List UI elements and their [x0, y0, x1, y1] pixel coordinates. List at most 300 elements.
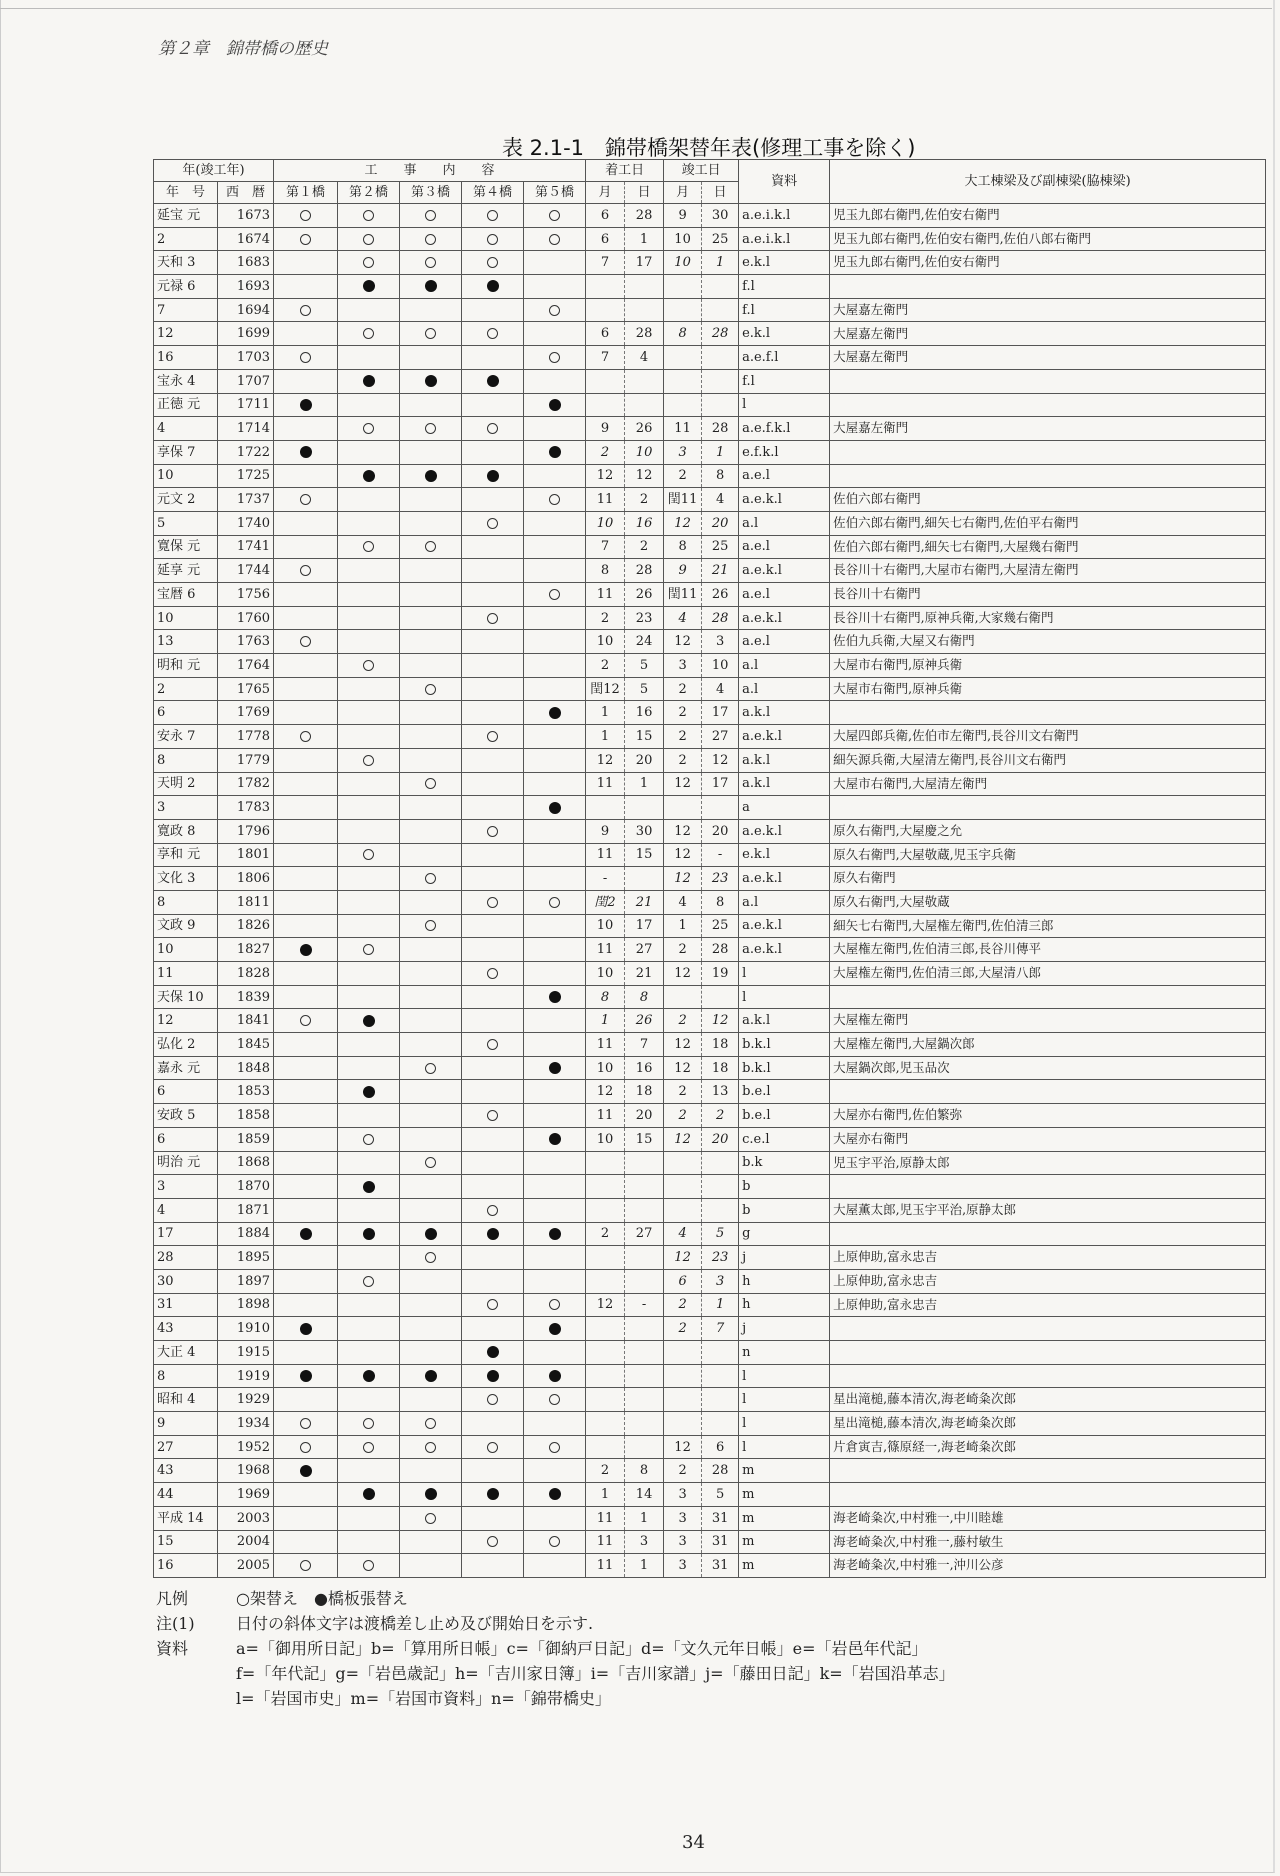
era-cell: 6 [154, 701, 218, 725]
open-circle-icon [487, 826, 498, 837]
open-circle-icon [487, 1039, 498, 1050]
start-day-cell: 1 [625, 1554, 664, 1578]
start-day-cell [625, 1364, 664, 1388]
end-day-cell: 19 [702, 962, 739, 986]
filled-circle-icon [549, 1370, 561, 1382]
table-row [154, 1435, 1266, 1459]
open-circle-icon [363, 328, 374, 339]
start-day-cell: 2 [625, 488, 664, 512]
masters-cell: 片倉寅吉,篠原経一,海老崎粂次郎 [830, 1435, 1266, 1459]
header-end-month: 月 [664, 182, 702, 204]
open-circle-icon [425, 234, 436, 245]
year-cell: 1871 [218, 1198, 274, 1222]
year-cell: 1737 [218, 488, 274, 512]
bridge-2-cell [338, 1033, 400, 1057]
open-circle-icon [487, 897, 498, 908]
filled-circle-icon [549, 1488, 561, 1500]
end-day-cell: 1 [702, 440, 739, 464]
bridge-1-cell [274, 748, 338, 772]
start-month-cell [586, 1151, 625, 1175]
bridge-3-cell [400, 725, 462, 749]
open-circle-icon [300, 636, 311, 647]
bridge-2-cell [338, 985, 400, 1009]
source-cell: l [739, 1364, 830, 1388]
bridge-3-cell [400, 1293, 462, 1317]
start-month-cell: 10 [586, 630, 625, 654]
open-circle-icon [549, 1299, 560, 1310]
masters-cell: 原久右衛門,大屋慶之允 [830, 819, 1266, 843]
year-cell: 1845 [218, 1033, 274, 1057]
source-cell: f.l [739, 298, 830, 322]
source-cell: b.e.l [739, 1104, 830, 1128]
bridge-1-cell [274, 867, 338, 891]
year-cell: 1725 [218, 464, 274, 488]
bridge-4-cell [462, 1056, 524, 1080]
end-month-cell: 12 [664, 630, 702, 654]
bridge-5-cell [524, 1459, 586, 1483]
table-row [154, 251, 1266, 275]
bridge-2-cell [338, 748, 400, 772]
masters-cell [830, 369, 1266, 393]
end-day-cell [702, 1151, 739, 1175]
bridge-1-cell [274, 275, 338, 299]
end-month-cell [664, 1175, 702, 1199]
masters-cell: 大屋市右衛門,大屋清左衛門 [830, 772, 1266, 796]
era-cell: 享和 元 [154, 843, 218, 867]
source-cell: l [739, 1435, 830, 1459]
start-day-cell [625, 1175, 664, 1199]
start-day-cell [625, 1269, 664, 1293]
era-cell: 宝暦 6 [154, 583, 218, 607]
source-cell: m [739, 1506, 830, 1530]
bridge-2-cell [338, 488, 400, 512]
bridge-2-cell [338, 1554, 400, 1578]
year-cell: 1895 [218, 1246, 274, 1270]
start-month-cell: 2 [586, 440, 625, 464]
start-day-cell [625, 796, 664, 820]
filled-circle-icon [549, 991, 561, 1003]
end-day-cell: 12 [702, 1009, 739, 1033]
source-cell: a.e.l [739, 464, 830, 488]
era-cell: 17 [154, 1222, 218, 1246]
bridge-2-cell [338, 251, 400, 275]
masters-cell: 大屋嘉左衛門 [830, 417, 1266, 441]
bridge-3-cell [400, 748, 462, 772]
bridge-1-cell [274, 535, 338, 559]
start-day-cell: 20 [625, 1104, 664, 1128]
start-day-cell: 8 [625, 1459, 664, 1483]
source-cell: a.e.l [739, 535, 830, 559]
masters-cell [830, 1317, 1266, 1341]
table-row [154, 1009, 1266, 1033]
open-circle-icon [425, 423, 436, 434]
end-month-cell: 6 [664, 1269, 702, 1293]
header-start-group: 着工日 [586, 160, 664, 182]
bridge-2-cell [338, 464, 400, 488]
start-month-cell: 7 [586, 251, 625, 275]
start-month-cell: 12 [586, 748, 625, 772]
end-month-cell: 8 [664, 535, 702, 559]
bridge-3-cell [400, 1127, 462, 1151]
table-row [154, 867, 1266, 891]
bridge-2-cell [338, 1151, 400, 1175]
start-month-cell: 11 [586, 843, 625, 867]
end-month-cell: 2 [664, 464, 702, 488]
start-month-cell: 閏2 [586, 890, 625, 914]
open-circle-icon [300, 210, 311, 221]
bridge-3-cell [400, 1222, 462, 1246]
bridge-3-cell [400, 1033, 462, 1057]
start-day-cell: 1 [625, 227, 664, 251]
bridge-2-cell [338, 1269, 400, 1293]
header-end-group: 竣工日 [664, 160, 739, 182]
start-month-cell: 12 [586, 464, 625, 488]
bridge-1-cell [274, 559, 338, 583]
end-day-cell: 20 [702, 1127, 739, 1151]
year-cell: 1858 [218, 1104, 274, 1128]
masters-cell: 大屋亦右衛門 [830, 1127, 1266, 1151]
bridge-5-cell [524, 1151, 586, 1175]
end-month-cell: 9 [664, 204, 702, 228]
end-day-cell [702, 1175, 739, 1199]
bridge-4-cell [462, 1080, 524, 1104]
masters-cell: 大屋市右衛門,原神兵衛 [830, 677, 1266, 701]
source-cell: n [739, 1341, 830, 1365]
bridge-2-cell [338, 1388, 400, 1412]
end-month-cell: 3 [664, 1483, 702, 1507]
era-cell: 嘉永 元 [154, 1056, 218, 1080]
source-cell: a [739, 796, 830, 820]
bridge-4-cell [462, 583, 524, 607]
start-day-cell [625, 298, 664, 322]
bridge-1-cell [274, 227, 338, 251]
start-month-cell: 6 [586, 322, 625, 346]
filled-circle-icon [363, 1488, 375, 1500]
filled-circle-icon [363, 1370, 375, 1382]
filled-circle-icon [425, 1370, 437, 1382]
start-month-cell: 11 [586, 772, 625, 796]
table-row [154, 1033, 1266, 1057]
start-day-cell: 14 [625, 1483, 664, 1507]
year-cell: 1826 [218, 914, 274, 938]
source-cell: a.e.f.k.l [739, 417, 830, 441]
end-month-cell [664, 1388, 702, 1412]
open-circle-icon [363, 1276, 374, 1287]
bridge-5-cell [524, 1009, 586, 1033]
top-rule [0, 8, 1272, 9]
bridge-1-cell [274, 369, 338, 393]
end-day-cell: 10 [702, 654, 739, 678]
masters-cell [830, 1222, 1266, 1246]
bridge-5-cell [524, 1530, 586, 1554]
table-row [154, 1175, 1266, 1199]
open-circle-icon [363, 1418, 374, 1429]
end-day-cell: 28 [702, 938, 739, 962]
bridge-4-cell [462, 322, 524, 346]
start-month-cell: 6 [586, 204, 625, 228]
bridge-5-cell [524, 1269, 586, 1293]
year-cell: 1853 [218, 1080, 274, 1104]
end-month-cell: 4 [664, 606, 702, 630]
open-circle-icon [425, 1157, 436, 1168]
bridge-3-cell [400, 322, 462, 346]
start-month-cell: 12 [586, 1080, 625, 1104]
bridge-5-cell [524, 440, 586, 464]
bridge-1-cell [274, 440, 338, 464]
open-circle-icon [487, 1394, 498, 1405]
start-day-cell: 24 [625, 630, 664, 654]
bridge-1-cell [274, 654, 338, 678]
filled-circle-icon [425, 1228, 437, 1240]
table-row [154, 1198, 1266, 1222]
masters-cell: 海老崎粂次,中村雅一,藤村敏生 [830, 1530, 1266, 1554]
masters-cell: 児玉宇平治,原静太郎 [830, 1151, 1266, 1175]
bridge-4-cell [462, 1175, 524, 1199]
bridge-5-cell [524, 1246, 586, 1270]
era-cell: 正徳 元 [154, 393, 218, 417]
bridge-2-cell [338, 1175, 400, 1199]
source-line-1: a=「御用所日記」b=「算用所日帳」c=「御納戸日記」d=「文久元年日帳」e=「岩邑年代記」 [236, 1639, 928, 1658]
start-day-cell [625, 1388, 664, 1412]
open-circle-icon [549, 352, 560, 363]
year-cell: 1769 [218, 701, 274, 725]
source-cell: l [739, 393, 830, 417]
bridge-1-cell [274, 204, 338, 228]
open-circle-icon [425, 920, 436, 931]
year-cell: 1673 [218, 204, 274, 228]
filled-circle-icon [300, 1370, 312, 1382]
bridge-3-cell [400, 559, 462, 583]
masters-cell [830, 1459, 1266, 1483]
bridge-3-cell [400, 914, 462, 938]
source-cell: a.l [739, 654, 830, 678]
bridge-1-cell [274, 346, 338, 370]
header-bridge-5: 第５橋 [524, 182, 586, 204]
note-text: 日付の斜体文字は渡橋差し止め及び開始日を示す. [236, 1614, 594, 1633]
table-row [154, 1269, 1266, 1293]
source-label: 資料 [156, 1639, 189, 1658]
bridge-3-cell [400, 1080, 462, 1104]
masters-cell [830, 464, 1266, 488]
filled-circle-icon [363, 1228, 375, 1240]
era-cell: 元禄 6 [154, 275, 218, 299]
bridge-3-cell [400, 1175, 462, 1199]
end-month-cell: 2 [664, 1459, 702, 1483]
bridge-1-cell [274, 630, 338, 654]
open-circle-icon [425, 1442, 436, 1453]
era-cell: 寛保 元 [154, 535, 218, 559]
end-day-cell: 18 [702, 1056, 739, 1080]
end-day-cell: 12 [702, 748, 739, 772]
bridge-5-cell [524, 1364, 586, 1388]
open-circle-icon [300, 731, 311, 742]
bridge-5-cell [524, 701, 586, 725]
bridge-4-cell [462, 701, 524, 725]
bridge-3-cell [400, 1056, 462, 1080]
bridge-1-cell [274, 938, 338, 962]
era-cell: 30 [154, 1269, 218, 1293]
masters-cell: 大屋四郎兵衛,佐伯市左衛門,長谷川文右衛門 [830, 725, 1266, 749]
bridge-2-cell [338, 1435, 400, 1459]
bridge-1-cell [274, 298, 338, 322]
era-cell: 10 [154, 464, 218, 488]
bridge-2-cell [338, 819, 400, 843]
bridge-1-cell [274, 1246, 338, 1270]
bridge-2-cell [338, 559, 400, 583]
start-month-cell [586, 393, 625, 417]
era-cell: 弘化 2 [154, 1033, 218, 1057]
end-month-cell: 12 [664, 867, 702, 891]
end-day-cell: 3 [702, 1269, 739, 1293]
masters-cell: 上原伸助,富永忠吉 [830, 1246, 1266, 1270]
start-month-cell [586, 1364, 625, 1388]
source-cell: e.k.l [739, 322, 830, 346]
source-cell: b.k.l [739, 1033, 830, 1057]
start-month-cell: 11 [586, 1554, 625, 1578]
start-month-cell [586, 796, 625, 820]
open-circle-icon [363, 944, 374, 955]
filled-circle-icon [549, 399, 561, 411]
legend-text: ○架替え ●橋板張替え [236, 1589, 408, 1608]
end-month-cell [664, 1151, 702, 1175]
start-month-cell [586, 1269, 625, 1293]
bridge-4-cell [462, 1506, 524, 1530]
source-cell: j [739, 1317, 830, 1341]
bridge-5-cell [524, 1175, 586, 1199]
end-month-cell: 10 [664, 227, 702, 251]
bridge-2-cell [338, 701, 400, 725]
masters-cell: 大屋権左衛門 [830, 1009, 1266, 1033]
source-cell: g [739, 1222, 830, 1246]
era-cell: 16 [154, 346, 218, 370]
bridge-4-cell [462, 914, 524, 938]
table-row [154, 583, 1266, 607]
era-cell: 31 [154, 1293, 218, 1317]
bridge-5-cell [524, 1435, 586, 1459]
table-row [154, 1412, 1266, 1436]
bridge-5-cell [524, 1341, 586, 1365]
end-month-cell [664, 796, 702, 820]
bridge-1-cell [274, 511, 338, 535]
end-month-cell: 3 [664, 1506, 702, 1530]
bridge-4-cell [462, 796, 524, 820]
bridge-3-cell [400, 251, 462, 275]
open-circle-icon [425, 873, 436, 884]
filled-circle-icon [487, 280, 499, 292]
bridge-2-cell [338, 369, 400, 393]
filled-circle-icon [549, 1323, 561, 1335]
source-cell: m [739, 1554, 830, 1578]
start-day-cell: 15 [625, 725, 664, 749]
year-cell: 1714 [218, 417, 274, 441]
filled-circle-icon [363, 470, 375, 482]
start-month-cell: 12 [586, 1293, 625, 1317]
open-circle-icon [300, 234, 311, 245]
year-cell: 1764 [218, 654, 274, 678]
bridge-2-cell [338, 1246, 400, 1270]
bridge-1-cell [274, 1364, 338, 1388]
start-month-cell: 11 [586, 488, 625, 512]
year-cell: 1760 [218, 606, 274, 630]
bridge-4-cell [462, 1198, 524, 1222]
bridge-4-cell [462, 1104, 524, 1128]
open-circle-icon [487, 968, 498, 979]
source-cell: l [739, 985, 830, 1009]
bridge-2-cell [338, 1412, 400, 1436]
start-month-cell [586, 1198, 625, 1222]
bridge-4-cell [462, 654, 524, 678]
bridge-4-cell [462, 346, 524, 370]
header-row-1 [154, 160, 1266, 182]
end-month-cell: 12 [664, 962, 702, 986]
bridge-4-cell [462, 1364, 524, 1388]
start-month-cell: 11 [586, 1530, 625, 1554]
bridge-1-cell [274, 1483, 338, 1507]
table-row [154, 322, 1266, 346]
era-cell: 文政 9 [154, 914, 218, 938]
year-cell: 2004 [218, 1530, 274, 1554]
end-month-cell: 2 [664, 1080, 702, 1104]
bridge-5-cell [524, 417, 586, 441]
bridge-4-cell [462, 1459, 524, 1483]
table-row [154, 1364, 1266, 1388]
bridge-4-cell [462, 488, 524, 512]
era-cell: 享保 7 [154, 440, 218, 464]
masters-cell: 児玉九郎右衛門,佐伯安右衛門 [830, 251, 1266, 275]
start-month-cell: 閏12 [586, 677, 625, 701]
end-month-cell: 12 [664, 1127, 702, 1151]
start-day-cell [625, 1246, 664, 1270]
filled-circle-icon [300, 944, 312, 956]
end-day-cell [702, 393, 739, 417]
open-circle-icon [549, 1536, 560, 1547]
era-cell: 天保 10 [154, 985, 218, 1009]
bridge-3-cell [400, 701, 462, 725]
era-cell: 天和 3 [154, 251, 218, 275]
bridge-1-cell [274, 1317, 338, 1341]
open-circle-icon [363, 234, 374, 245]
end-month-cell: 2 [664, 701, 702, 725]
bridge-2-cell [338, 417, 400, 441]
bridge-5-cell [524, 630, 586, 654]
era-cell: 大正 4 [154, 1341, 218, 1365]
table-row [154, 843, 1266, 867]
header-bridge-3: 第３橋 [400, 182, 462, 204]
table-row [154, 677, 1266, 701]
open-circle-icon [300, 1015, 311, 1026]
start-month-cell: 10 [586, 914, 625, 938]
bridge-3-cell [400, 417, 462, 441]
end-day-cell: 23 [702, 867, 739, 891]
era-cell: 8 [154, 748, 218, 772]
end-day-cell: 28 [702, 417, 739, 441]
bridge-4-cell [462, 985, 524, 1009]
table-row [154, 654, 1266, 678]
masters-cell: 星出滝槌,藤本清次,海老崎粂次郎 [830, 1388, 1266, 1412]
bridge-3-cell [400, 606, 462, 630]
era-cell: 8 [154, 890, 218, 914]
bridge-2-cell [338, 1293, 400, 1317]
table-row [154, 1293, 1266, 1317]
era-cell: 5 [154, 511, 218, 535]
year-cell: 1711 [218, 393, 274, 417]
year-cell: 1859 [218, 1127, 274, 1151]
era-cell: 28 [154, 1246, 218, 1270]
bridge-4-cell [462, 819, 524, 843]
open-circle-icon [425, 1513, 436, 1524]
era-cell: 元文 2 [154, 488, 218, 512]
bridge-history-table [153, 159, 1266, 1578]
